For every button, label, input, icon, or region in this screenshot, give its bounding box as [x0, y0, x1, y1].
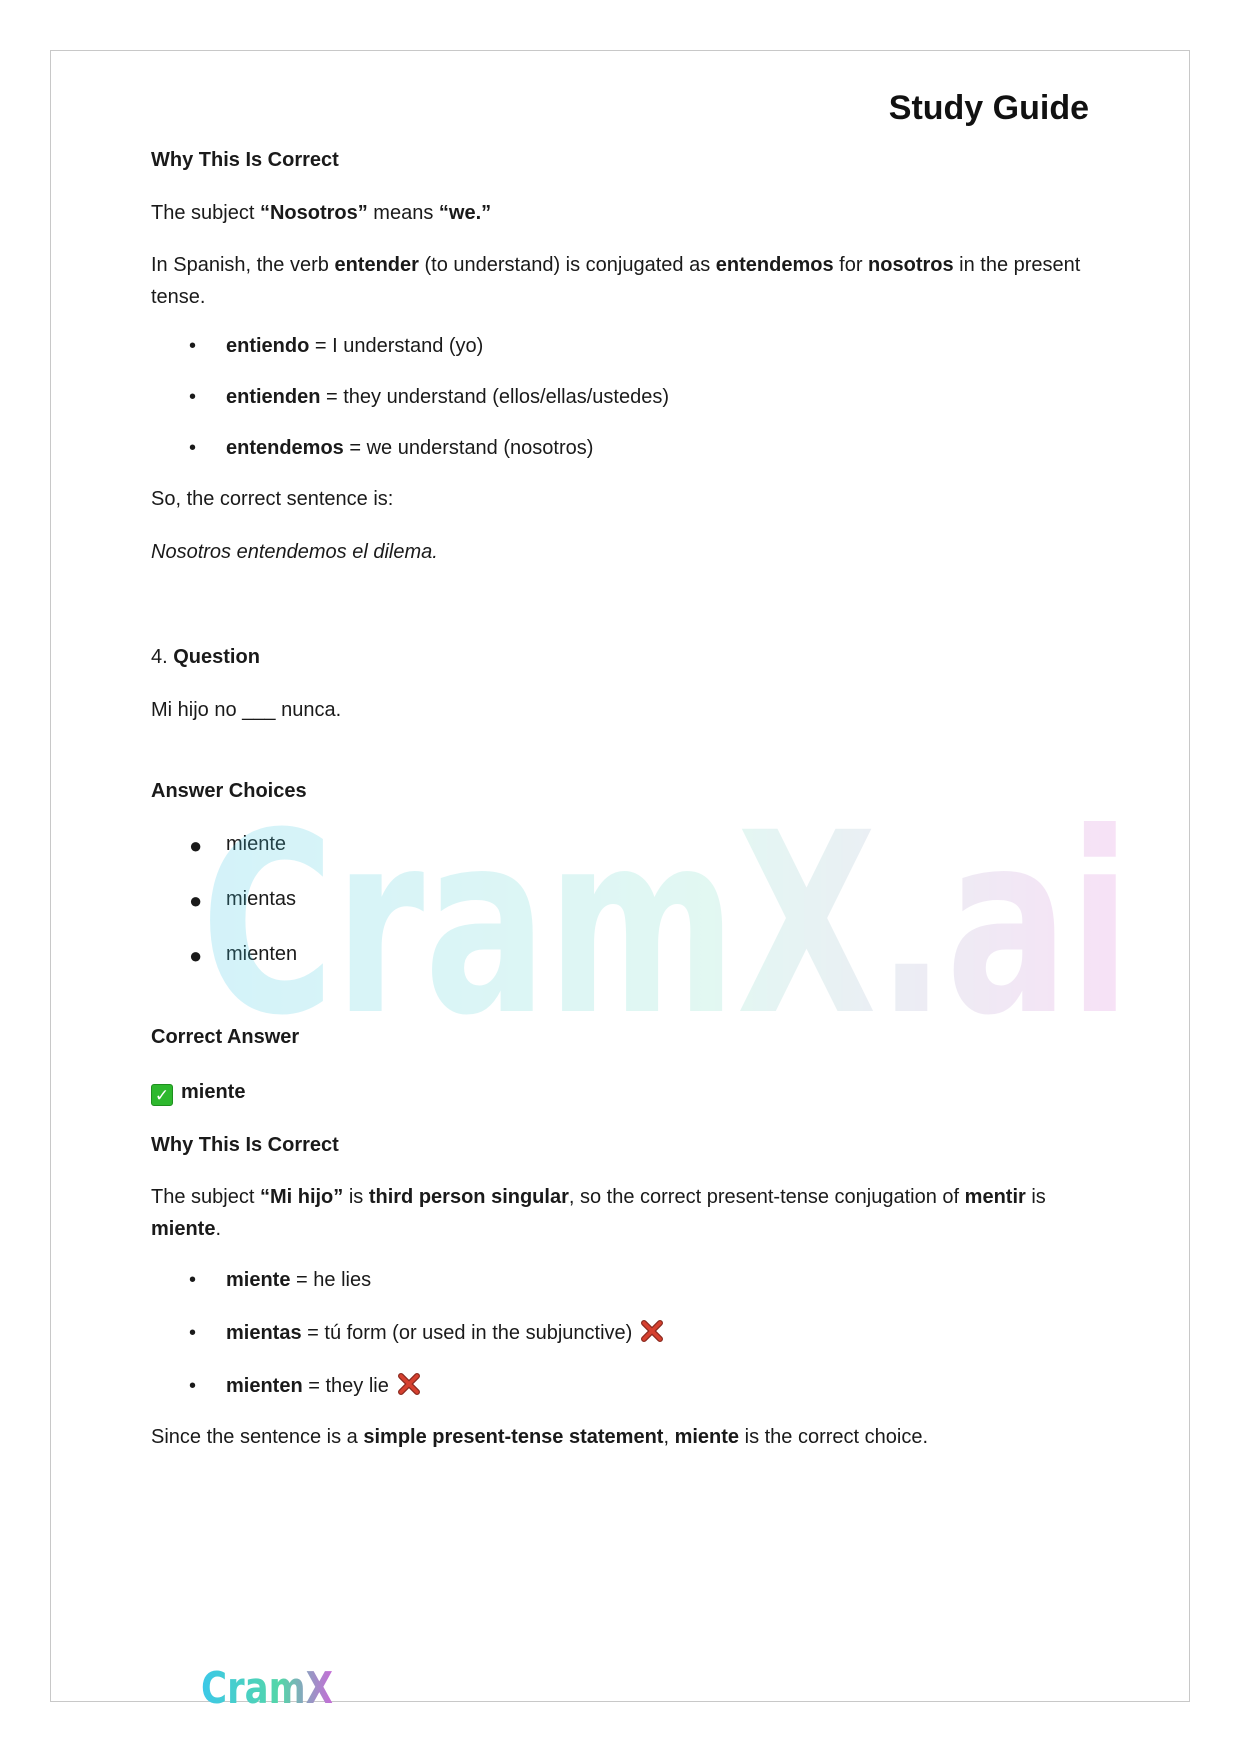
- question-text: Mi hijo no ___ nunca.: [151, 699, 342, 721]
- list-item: • entienden = they understand (ellos/ellas/ustedes): [189, 386, 669, 408]
- list-item: • entendemos = we understand (nosotros): [189, 437, 594, 459]
- answer-choice: ● mientas: [189, 888, 297, 913]
- question-heading: 4. Question: [151, 646, 260, 668]
- logo-text: CramX: [201, 1663, 334, 1713]
- cramx-logo: [201, 1663, 351, 1713]
- answer-choice: ● miente: [189, 833, 287, 858]
- list-item: • mienten = they lie: [151, 1369, 1101, 1404]
- subject-paragraph: The subject “Nosotros” means “we.”: [151, 202, 492, 224]
- example-sentence: Nosotros entendemos el dilema.: [151, 541, 438, 563]
- document-page: [50, 50, 1190, 1713]
- list-item: • miente = he lies: [189, 1269, 372, 1291]
- why-heading: Why This Is Correct: [151, 149, 339, 171]
- answer-choices-heading: Answer Choices: [151, 780, 307, 802]
- watermark-text: CramX.ai: [201, 811, 1131, 1051]
- so-text: So, the correct sentence is:: [151, 488, 394, 510]
- conclusion-paragraph: Since the sentence is a simple present-tense statement, miente is the correct choice.: [151, 1426, 929, 1448]
- cross-mark-icon: [640, 1319, 664, 1343]
- correct-answer-heading: Correct Answer: [151, 1026, 300, 1048]
- list-item: • entiendo = I understand (yo): [189, 335, 484, 357]
- answer-choices-list: [151, 827, 1101, 972]
- explanation-list: [151, 1263, 1101, 1404]
- list-item: • mientas = tú form (or used in the subjunctive): [151, 1316, 1101, 1351]
- answer-choice: ● mienten: [189, 943, 298, 968]
- why-heading-2: Why This Is Correct: [151, 1134, 339, 1156]
- conjugation-list: [151, 329, 1101, 466]
- cross-mark-icon: [397, 1372, 421, 1396]
- content: [151, 143, 1101, 1455]
- page-title: Study Guide: [888, 89, 1089, 127]
- conjugation-paragraph: In Spanish, the verb entender (to understand) is conjugated as entendemos for nosotros in the present tense.: [151, 254, 1081, 308]
- correct-answer: ✓ miente: [151, 1075, 1101, 1110]
- explanation-paragraph: The subject “Mi hijo” is third person singular, so the correct present-tense conjugation of mentir is miente.: [151, 1186, 1046, 1240]
- check-mark-icon: ✓: [151, 1084, 173, 1106]
